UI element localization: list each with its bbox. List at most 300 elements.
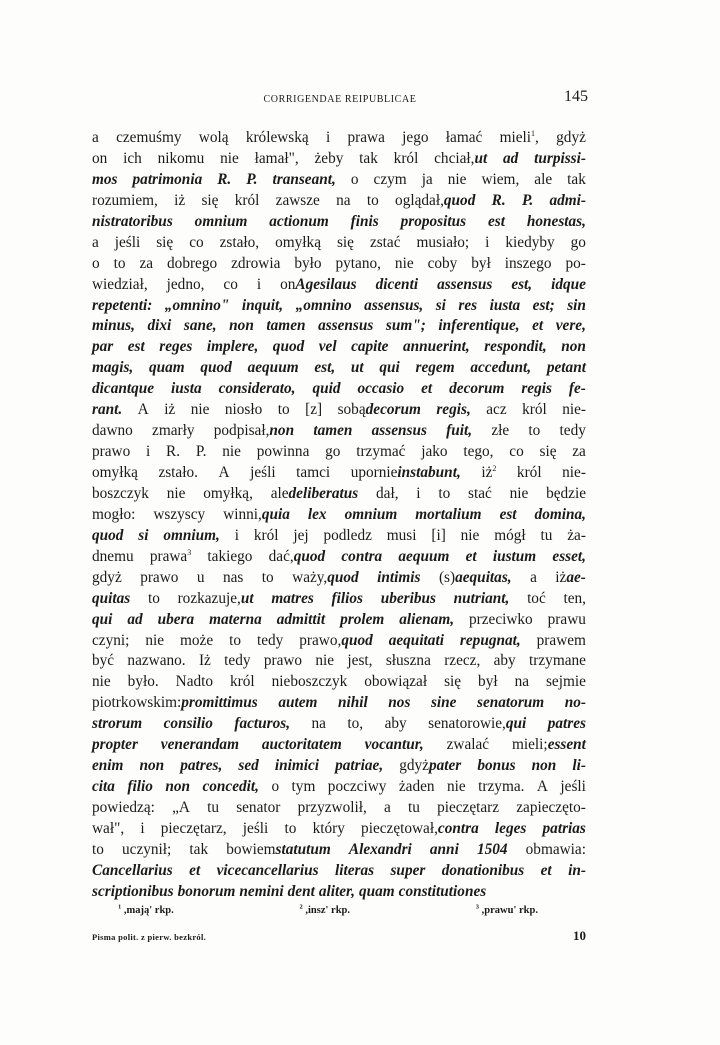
- word: iustum: [492, 547, 537, 565]
- word: za: [572, 443, 586, 461]
- text-line: [92, 149, 586, 170]
- text-line: [92, 714, 586, 735]
- word: dobrego: [167, 254, 218, 272]
- word: zstało,: [219, 233, 260, 251]
- word: [i]: [431, 526, 446, 544]
- word: iżae-: [555, 568, 586, 586]
- word: accedunt,: [470, 359, 532, 377]
- word: patres: [547, 715, 586, 733]
- word: par: [92, 338, 114, 356]
- word: dawno: [92, 422, 133, 440]
- word: prawo: [140, 568, 179, 586]
- word: vocantur,: [364, 736, 424, 754]
- word: go: [325, 443, 341, 461]
- word: omnium,: [163, 526, 220, 544]
- word: prawem: [536, 631, 586, 649]
- word: czym: [373, 170, 407, 188]
- word: gdyż: [556, 129, 586, 146]
- word: et: [532, 317, 544, 335]
- word: prawo: [92, 443, 131, 461]
- word: kiedyby: [505, 233, 555, 251]
- word: który: [312, 819, 345, 837]
- text-line: [92, 568, 586, 589]
- word: petant: [546, 359, 586, 377]
- footnote-marker: 2: [492, 463, 497, 473]
- running-head-title: CORRIGENDAE REIPUBLICAE: [263, 94, 417, 105]
- word: przyzwolił,: [297, 799, 367, 816]
- word: R.: [166, 443, 181, 461]
- word: to,: [347, 715, 364, 733]
- word: occasio: [357, 380, 405, 398]
- word: inquit,: [241, 296, 284, 314]
- word: est: [499, 505, 517, 523]
- word: sejmie: [545, 673, 586, 691]
- word: nas: [222, 568, 244, 586]
- word: to: [147, 589, 160, 607]
- word: prawo,quod: [299, 631, 373, 649]
- word: quod: [272, 338, 305, 356]
- word-fragment: ae-: [566, 568, 586, 586]
- word: za: [139, 254, 154, 272]
- word: pieczętował,contra: [361, 819, 479, 837]
- word: tedy: [559, 422, 586, 440]
- word-fragment: ,: [535, 129, 539, 146]
- word: zstało.: [158, 464, 198, 481]
- word: nie: [315, 652, 335, 670]
- word: turpissi-: [534, 149, 586, 167]
- word: gdyż: [92, 568, 122, 586]
- word: ja: [421, 170, 433, 188]
- word: nie: [447, 170, 467, 188]
- word: jest,: [347, 652, 373, 670]
- word: wał",: [92, 819, 125, 837]
- word: nieboszczyk: [271, 673, 348, 691]
- word: auctoritatem: [261, 736, 342, 754]
- word: król: [516, 464, 542, 481]
- word: nemini: [239, 882, 284, 900]
- text-line: [92, 631, 586, 652]
- word: nistratoribus: [92, 212, 173, 230]
- word: aledeliberatus: [270, 484, 359, 502]
- signature-number: 10: [573, 928, 586, 943]
- word: takiego: [207, 547, 253, 565]
- word: on: [92, 149, 108, 167]
- text-line: [92, 296, 586, 317]
- word: zwalać: [446, 736, 490, 754]
- word: dnemu: [92, 547, 134, 565]
- word: super: [390, 861, 426, 879]
- word: król: [522, 401, 547, 419]
- word: [z]: [305, 401, 323, 419]
- word: sane,: [183, 317, 217, 335]
- word: est: [127, 338, 145, 356]
- word: non: [531, 757, 557, 775]
- word: przeciwko: [469, 610, 533, 628]
- word: pieczętarz,: [160, 819, 227, 837]
- word: Cancellarius: [92, 861, 173, 879]
- word: quam: [358, 882, 395, 900]
- word: jeśli: [560, 778, 586, 796]
- word: literas: [334, 861, 375, 879]
- word: contra: [341, 547, 383, 565]
- word: zawsze: [275, 191, 320, 209]
- word: mogło:: [92, 505, 136, 523]
- word: omnium: [194, 212, 248, 230]
- word: jej: [293, 526, 309, 544]
- footnote: [118, 905, 174, 916]
- word: zdrowia: [231, 254, 281, 272]
- word: venerandam: [160, 736, 239, 754]
- word: A: [218, 464, 230, 481]
- word: dać,quod: [268, 547, 326, 565]
- word: król: [234, 191, 260, 209]
- word: obmawia:: [525, 840, 586, 858]
- text-line: [92, 316, 586, 337]
- text-line: [92, 672, 586, 693]
- word: musiało;: [416, 233, 470, 251]
- word: po-: [565, 254, 586, 272]
- word-fragment: essent: [547, 736, 586, 754]
- word: było.: [127, 673, 159, 691]
- word: $iż^2$: [481, 463, 497, 481]
- word: si: [138, 526, 149, 544]
- word: lex: [307, 505, 327, 523]
- word: capite: [351, 338, 389, 356]
- word: to: [284, 819, 297, 837]
- word: „omnino: [295, 296, 352, 314]
- word: co: [223, 275, 238, 293]
- word: nutriant,: [453, 589, 510, 607]
- word: regis,: [436, 401, 471, 419]
- word: żaden: [398, 778, 435, 796]
- word: prawu: [547, 610, 586, 628]
- word: non: [139, 757, 165, 775]
- signature-line: [92, 928, 586, 946]
- word: senatorowie,qui: [428, 715, 527, 733]
- word-fragment: quod: [327, 568, 359, 586]
- word: ich: [123, 149, 142, 167]
- text-line: [92, 212, 586, 233]
- word: R.: [491, 191, 506, 209]
- word: był: [478, 673, 498, 691]
- word: upornieinstabunt,: [350, 464, 461, 481]
- word: trzyma.: [478, 778, 525, 796]
- word-fragment: statutum: [275, 840, 331, 858]
- word: nie-: [562, 464, 586, 481]
- text-line: [92, 463, 586, 484]
- word: a: [92, 129, 99, 146]
- word: regem: [415, 359, 455, 377]
- word: annuerint,: [402, 338, 470, 356]
- word: in-: [568, 861, 586, 879]
- word: li-: [572, 757, 586, 775]
- word: nie: [190, 401, 210, 419]
- word: dixi: [147, 317, 172, 335]
- word: o: [271, 778, 280, 796]
- word: ten,: [563, 589, 586, 607]
- word: a: [92, 233, 99, 251]
- text-line: [92, 379, 586, 400]
- word: acz: [486, 401, 507, 419]
- word: i: [485, 233, 490, 251]
- word: królewską: [245, 129, 309, 146]
- word: i: [140, 819, 145, 837]
- text-line: [92, 777, 586, 798]
- word: quid: [312, 380, 341, 398]
- word: mieli;essent: [511, 736, 586, 754]
- word: iusta: [171, 380, 202, 398]
- word-fragment: Agesilaus: [295, 275, 357, 293]
- word: ubera: [157, 610, 195, 628]
- word: nie: [222, 443, 241, 461]
- word-fragment: decorum: [365, 401, 421, 419]
- word: nie: [166, 484, 186, 502]
- word: scriptionibus: [92, 882, 174, 900]
- word: aequum: [247, 359, 299, 377]
- word: i: [234, 526, 239, 544]
- word: i: [256, 275, 262, 293]
- word-fragment: quod: [293, 547, 326, 565]
- word: nihil: [337, 694, 368, 712]
- word: A: [137, 401, 149, 419]
- word: P.: [195, 443, 207, 461]
- word: actionum: [269, 212, 329, 230]
- word: fuit,: [446, 422, 473, 440]
- word: omnium: [344, 505, 398, 523]
- footnote: [300, 905, 351, 916]
- word: zapieczęto-: [516, 799, 586, 816]
- word: się: [156, 233, 174, 251]
- word: (s)aequitas,: [438, 568, 512, 586]
- text-line: [92, 526, 586, 547]
- word: patres,: [180, 757, 223, 775]
- word: R.: [217, 170, 232, 188]
- word: repetenti:: [92, 296, 153, 314]
- word: wszyscy: [153, 505, 206, 523]
- word: i: [325, 129, 331, 146]
- page-number: 145: [564, 88, 588, 105]
- word: winni,quia: [223, 505, 290, 523]
- word: bowiemstatutum: [226, 840, 331, 858]
- word: tedy: [256, 631, 284, 649]
- word: to: [229, 631, 241, 649]
- word: propter: [92, 736, 138, 754]
- body-text: [92, 128, 586, 903]
- word: fe-: [568, 380, 586, 398]
- word: tu: [407, 799, 420, 816]
- footnote-marker: 3: [187, 547, 192, 557]
- word: toć: [527, 589, 546, 607]
- word-fragment: quia: [261, 505, 290, 523]
- text-line: [92, 170, 586, 191]
- word: senatorum: [477, 694, 545, 712]
- word-fragment: contra: [437, 819, 479, 837]
- word: donationibus: [441, 861, 525, 879]
- word: dicantque: [92, 380, 155, 398]
- word: inszego: [504, 254, 552, 272]
- word: zstać: [369, 233, 401, 251]
- text-line: [92, 882, 586, 903]
- printer-signature: Pisma polit. z pierw. bezkról.: [92, 932, 207, 942]
- word: podpisał,non: [213, 422, 295, 440]
- word: facturos,: [234, 715, 291, 733]
- word: nie: [460, 526, 480, 544]
- word: assensus: [371, 422, 427, 440]
- word: patrias: [542, 819, 586, 837]
- word: sobądecorum: [337, 401, 421, 419]
- word-fragment: quod: [341, 631, 373, 649]
- word: nazwano.: [127, 652, 186, 670]
- word: filios: [331, 589, 363, 607]
- word: filio: [127, 778, 153, 796]
- word: tamci: [296, 464, 331, 481]
- word: considerato,: [218, 380, 296, 398]
- word: tym: [291, 778, 316, 796]
- word: nie: [145, 631, 165, 649]
- text-line: [92, 610, 586, 631]
- word: i: [416, 484, 421, 502]
- word-fragment: aequitas,: [455, 568, 512, 586]
- word: będzie: [546, 484, 586, 502]
- word: et: [465, 547, 477, 565]
- word: pieczętarz: [437, 799, 500, 816]
- word: quod: [92, 526, 124, 544]
- word: stać: [468, 484, 492, 502]
- word: mos: [92, 170, 118, 188]
- text-line: [92, 484, 586, 505]
- word-fragment: instabunt,: [397, 464, 461, 481]
- word: coby: [427, 254, 458, 272]
- word: jedno,: [166, 275, 205, 293]
- word: jeśli: [242, 819, 269, 837]
- word: admi-: [549, 191, 586, 209]
- word: enim: [92, 757, 124, 775]
- word: res: [458, 296, 478, 314]
- word: est,: [511, 275, 533, 293]
- word: tamen: [266, 317, 306, 335]
- word: anni: [429, 840, 459, 858]
- word: powinna: [256, 443, 310, 461]
- word: to: [438, 484, 451, 502]
- word-fragment: non: [269, 422, 295, 440]
- text-line: [92, 589, 586, 610]
- word: gdyżpater: [399, 757, 462, 775]
- word: Nadto: [175, 673, 214, 691]
- word: na: [311, 715, 326, 733]
- word: niosło: [224, 401, 263, 419]
- word: waży,quod: [292, 568, 359, 586]
- word: aby: [384, 715, 407, 733]
- word-fragment: ut: [240, 589, 254, 607]
- word: uberibus: [380, 589, 436, 607]
- word: tedy: [224, 652, 251, 670]
- word: łamać: [445, 129, 483, 146]
- word: o: [350, 170, 359, 188]
- word: poczciwy: [327, 778, 387, 796]
- word: leges: [494, 819, 527, 837]
- footnote-text: ,prawu' rkp.: [479, 905, 538, 916]
- word: est: [487, 212, 505, 230]
- word: Iż: [198, 652, 211, 670]
- word: na: [336, 191, 351, 209]
- word-fragment: ut: [474, 149, 488, 167]
- word: vel: [318, 338, 337, 356]
- word: senator: [236, 799, 281, 816]
- word: nie: [509, 484, 529, 502]
- word: assensus: [437, 275, 493, 293]
- word: sin: [567, 296, 586, 314]
- word: qui: [379, 359, 400, 377]
- word: trzymać: [356, 443, 406, 461]
- word: minus,: [92, 317, 135, 335]
- footnote-text: ,insz' rkp.: [302, 905, 351, 916]
- word: ut: [350, 359, 364, 377]
- word: jeśli: [114, 233, 141, 251]
- word: jego: [402, 129, 429, 146]
- word: rant.: [92, 401, 123, 419]
- word: rozumiem,: [92, 191, 158, 209]
- word: tak: [359, 149, 378, 167]
- word: admittit: [276, 610, 326, 628]
- word: uczynił;: [122, 840, 172, 858]
- word: aby: [493, 652, 516, 670]
- word: „A: [172, 799, 190, 816]
- word: mieli$^1$,: [499, 128, 539, 146]
- word: był: [471, 254, 491, 272]
- word: A: [536, 778, 548, 796]
- word: cita: [92, 778, 115, 796]
- word: król: [230, 673, 255, 691]
- word: P.: [521, 191, 534, 209]
- word: nikomu: [157, 149, 205, 167]
- word: bonus: [477, 757, 516, 775]
- word: prawo: [263, 652, 303, 670]
- word: vicecancellarius: [216, 861, 319, 879]
- word: transeant,: [272, 170, 336, 188]
- word: go: [570, 233, 586, 251]
- word: quam: [148, 359, 185, 377]
- word: qui: [92, 610, 113, 628]
- word: tak: [567, 170, 586, 188]
- word: może: [180, 631, 214, 649]
- word: et: [189, 861, 201, 879]
- word: ża-: [567, 526, 586, 544]
- word: się: [201, 191, 219, 209]
- word: podledz: [323, 526, 372, 544]
- word: concedit,: [202, 778, 259, 796]
- word: rozkazuje,ut: [177, 589, 254, 607]
- word: regis: [521, 380, 552, 398]
- word: assensus: [318, 317, 374, 335]
- word: implere,: [206, 338, 259, 356]
- word: nos: [388, 694, 411, 712]
- word: non: [229, 317, 254, 335]
- word: powiedzą:: [92, 799, 155, 816]
- word: mortalium: [415, 505, 482, 523]
- word: sum";: [385, 317, 426, 335]
- word: było: [294, 254, 322, 272]
- word: musi: [386, 526, 417, 544]
- word: P.: [246, 170, 258, 188]
- word: consilio: [163, 715, 213, 733]
- word: idque: [551, 275, 586, 293]
- word: tu: [207, 799, 219, 816]
- text-line: [92, 233, 586, 254]
- word: ad: [127, 610, 143, 628]
- text-line: [92, 547, 586, 568]
- word-fragment: quod: [443, 191, 476, 209]
- word: reges: [159, 338, 193, 356]
